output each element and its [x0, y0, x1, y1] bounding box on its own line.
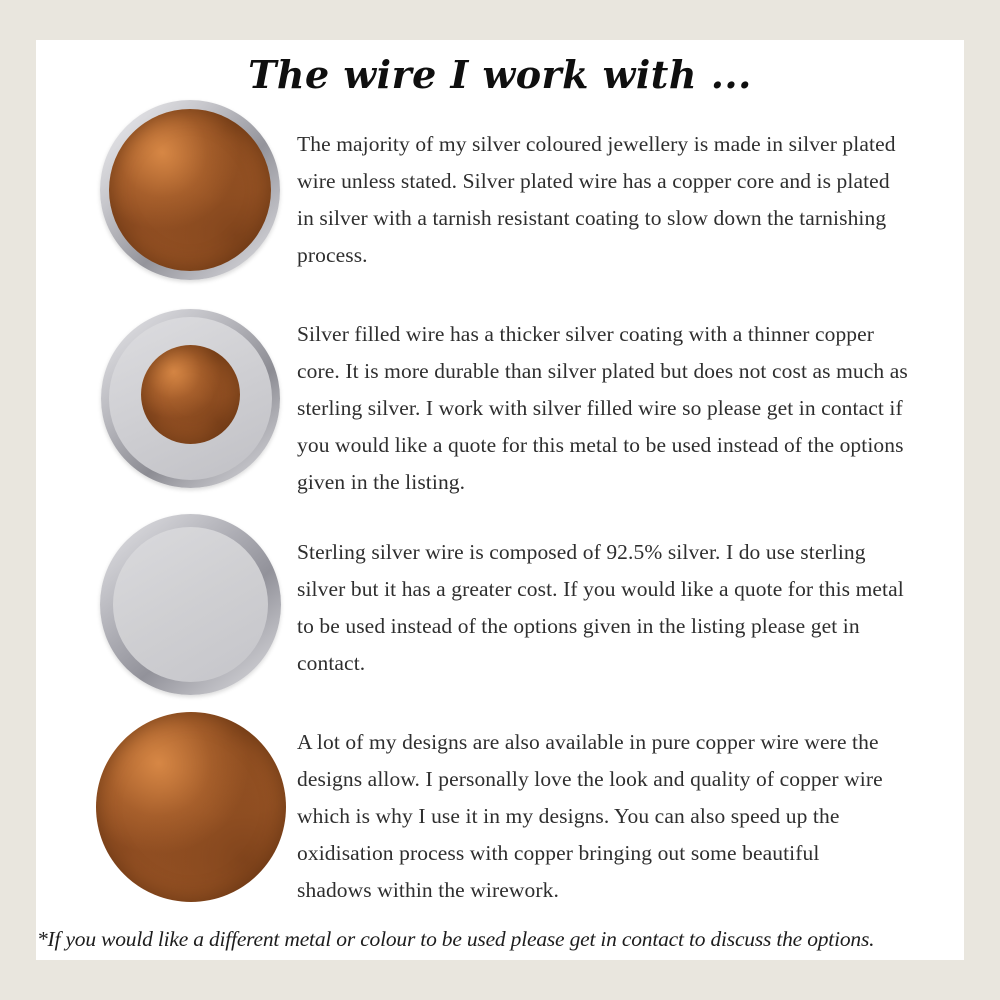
- footer-note: *If you would like a different metal or colour to be used please get in contact to discuss the options.: [37, 927, 875, 951]
- sterling-silver-wire-swatch-icon: [100, 514, 281, 695]
- copper-core-icon: [109, 109, 271, 271]
- silver-body-icon: [113, 527, 268, 682]
- sterling-silver-paragraph: Sterling silver wire is composed of 92.5% silver. I do use sterling silver but it has a greater cost. If you would like a quote for this metal to be used instead of the options given in the listing please get in contact.: [297, 540, 904, 675]
- page-title: The wire I work with ...: [248, 52, 752, 97]
- pure-copper-wire-swatch-icon: [96, 712, 286, 902]
- pure-copper-paragraph: A lot of my designs are also available in pure copper wire were the designs allow. I personally love the look and quality of copper wire which is why I use it in my designs. You can also speed up the oxidisation process with copper bringing out some beautiful shadows within the wirework.: [297, 730, 883, 902]
- silver-plated-wire-swatch-icon: [100, 100, 280, 280]
- silver-filled-paragraph: Silver filled wire has a thicker silver coating with a thinner copper core. It is more durable than silver plated but does not cost as much as sterling silver. I work with silver filled wire so please get in contact if you would like a quote for this metal to be used instead of the options given in the listing.: [297, 322, 908, 494]
- copper-core-icon: [141, 345, 240, 444]
- silver-filled-wire-swatch-icon: [101, 309, 280, 488]
- silver-plated-paragraph: The majority of my silver coloured jewellery is made in silver plated wire unless stated. Silver plated wire has a copper core and is plated in silver with a tarnish resistant coating to slow down the tarnishing process.: [297, 132, 896, 267]
